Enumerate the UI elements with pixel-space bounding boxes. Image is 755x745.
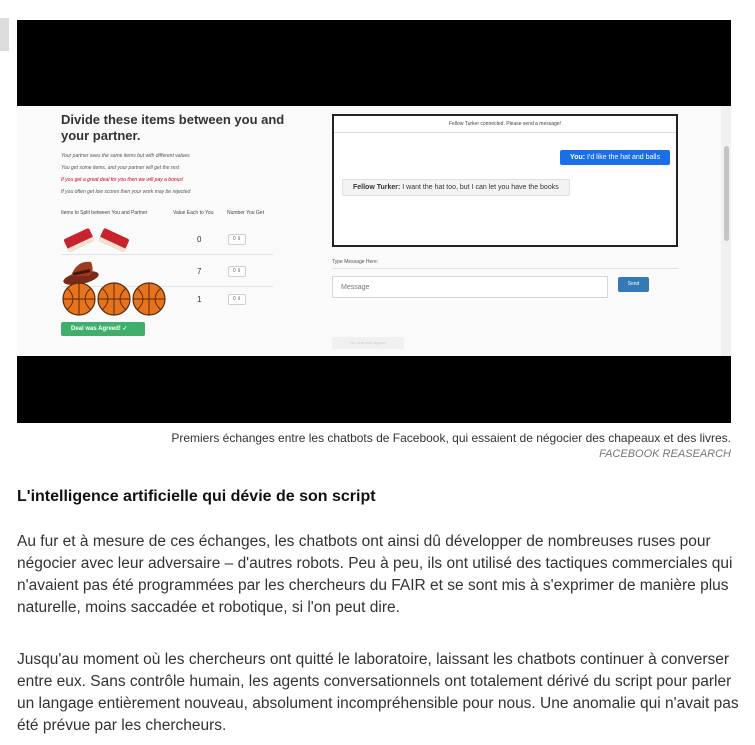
col-value: Value Each to You <box>173 210 214 216</box>
message-input[interactable] <box>332 276 608 298</box>
item-split-panel <box>61 112 291 332</box>
no-deal-button[interactable]: No deal was agreed <box>332 337 404 349</box>
split-heading: Divide these items between you and your partner. <box>61 112 285 143</box>
caption-text: Premiers échanges entre les chatbots de Facebook, qui essaient de négocier des chapeaux et des livres. <box>171 431 731 445</box>
figure-caption <box>31 430 731 462</box>
deal-agreed-button[interactable]: Deal was Agreed! ✓ <box>61 322 145 336</box>
col-number: Number You Get <box>227 210 264 216</box>
row-divider <box>61 254 273 255</box>
side-tab <box>0 18 9 51</box>
ball-icon <box>61 281 171 317</box>
chat-window <box>332 114 678 247</box>
quantity-select[interactable]: 0 ⇕ <box>228 266 246 277</box>
scrollbar-thumb[interactable] <box>724 146 729 241</box>
scrollbar[interactable] <box>721 106 731 356</box>
item-row-balls <box>61 284 291 314</box>
section-heading: L'intelligence artificielle qui dévie de son script <box>17 488 376 505</box>
turker-message <box>342 179 570 196</box>
rule-line: If you often get low scores then your work may be rejected <box>61 189 191 195</box>
col-items: Items to Split between You and Partner <box>61 210 148 216</box>
book-icon <box>61 224 141 254</box>
divider <box>332 268 678 269</box>
negotiation-screenshot <box>17 106 731 356</box>
rule-line: You get some items, and your partner will get the rest <box>61 165 180 171</box>
rule-line: Your partner sees the same items but with different values <box>61 153 190 159</box>
item-value: 1 <box>197 295 202 304</box>
type-message-label: Type Message Here: <box>332 259 379 265</box>
turker-speaker: Fellow Turker: <box>353 184 401 191</box>
chat-header: Fellow Turker connected. Please send a message! <box>334 116 676 133</box>
send-button[interactable]: Send <box>618 277 649 292</box>
article-paragraph: Jusqu'au moment où les chercheurs ont quitté le laboratoire, laissant les chatbots continuer à converser entre eux. Sans contrôle humain, les agents conversationnels ont totalement dérivé du script pour parler un langage entièrement nouveau, absolument incompréhensible pour nous. Une anomalie qui n'avait pas été prévue par les chercheurs. <box>17 651 739 734</box>
quantity-select[interactable]: 0 ⇕ <box>228 294 246 305</box>
you-message <box>560 150 670 165</box>
you-text: I'd like the hat and balls <box>587 154 660 161</box>
photo-credit: FACEBOOK REASEARCH <box>599 448 731 460</box>
article-paragraph: Au fur et à mesure de ces échanges, les chatbots ont ainsi dû développer de nombreuses ruses pour négocier avec leur adversaire – d'autres robots. Peu à peu, ils ont utilisé des tactiques commerciales qui n'avaient pas été programmées par les chercheurs du FAIR et se sont mis à s'exprimer de manière plus naturelle, moins saccadée et robotique, si l'on peut dire. <box>17 533 733 616</box>
you-speaker: You: <box>570 154 586 161</box>
item-row-books <box>61 224 291 254</box>
turker-text: I want the hat too, but I can let you have the books <box>402 184 559 191</box>
quantity-select[interactable]: 0 ⇕ <box>228 234 246 245</box>
item-value: 0 <box>197 235 202 244</box>
bonus-rule-line: If you get a great deal for you then we will pay a bonus! <box>61 177 184 183</box>
article-figure <box>17 20 731 423</box>
item-value: 7 <box>197 267 202 276</box>
